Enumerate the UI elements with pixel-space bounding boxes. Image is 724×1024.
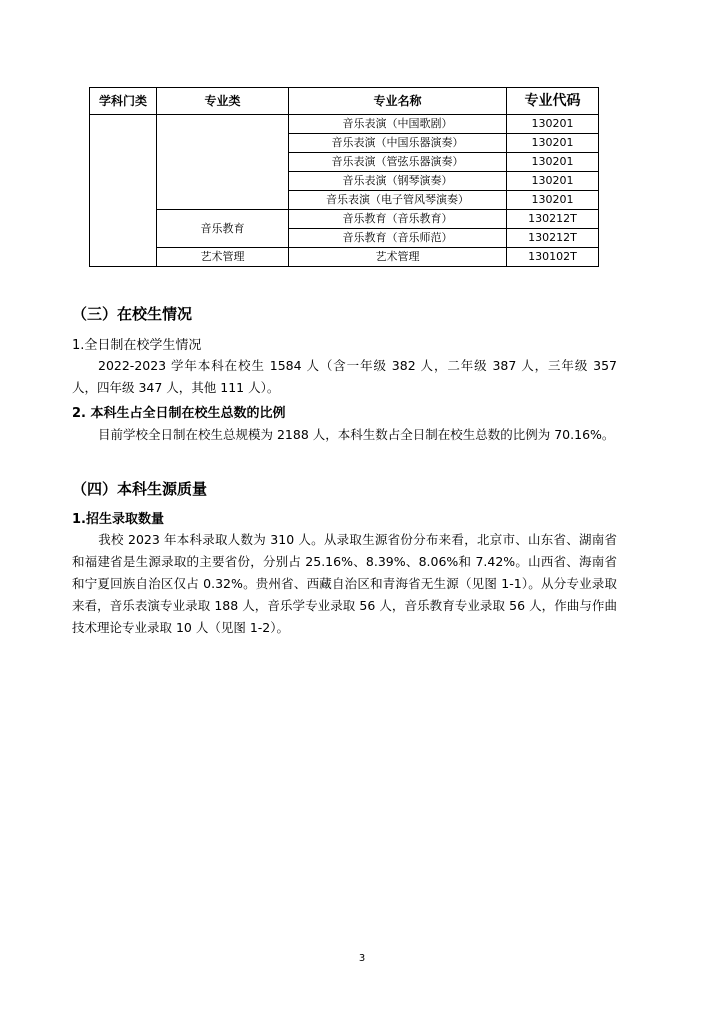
major-code-cell: 130201 (507, 115, 599, 134)
class-cell-arts-management: 艺术管理 (157, 248, 289, 267)
header-category: 学科门类 (90, 88, 157, 115)
major-name-cell: 音乐表演（钢琴演奏） (289, 172, 507, 191)
paragraph-full-time-students (72, 355, 617, 399)
major-name-cell: 音乐表演（中国歌剧） (289, 115, 507, 134)
subheading-admission-numbers: 1.招生录取数量 (72, 512, 164, 527)
table-row (90, 248, 599, 267)
class-cell-music-education: 音乐教育 (157, 210, 289, 248)
major-name-cell: 音乐表演（中国乐器演奏） (289, 134, 507, 153)
major-name-cell: 音乐表演（电子管风琴演奏） (289, 191, 507, 210)
table-row (90, 115, 599, 134)
major-code-cell: 130201 (507, 172, 599, 191)
major-code-cell: 130201 (507, 153, 599, 172)
table-header-row (90, 88, 599, 115)
header-major-class: 专业类 (157, 88, 289, 115)
major-code-cell: 130212T (507, 229, 599, 248)
major-name-cell: 音乐教育（音乐师范） (289, 229, 507, 248)
class-cell-performance (157, 115, 289, 210)
header-major-code: 专业代码 (507, 88, 599, 115)
paragraph-admission-numbers (72, 529, 617, 639)
majors-table (89, 87, 599, 267)
paragraph-admission-numbers-text: 我校 2023 年本科录取人数为 310 人。从录取生源省份分布来看，北京市、山东省、湖南省和福建省是生源录取的主要省份，分别占 25.16%、8.39%、8.06%和 7.42%。山西省、海南省和宁夏回族自治区仅占 0.32%。贵州省、西藏自治区和青海省无生源（见图 1-1）。从分专业录取来看，音乐表演专业录取 188 人，音乐学专业录取 56 人，音乐教育专业录取 56 人，作曲与作曲技术理论专业录取 10 人（见图 1-2）。 (72, 532, 617, 635)
table-row (90, 210, 599, 229)
major-code-cell: 130102T (507, 248, 599, 267)
major-name-cell: 艺术管理 (289, 248, 507, 267)
major-code-cell: 130212T (507, 210, 599, 229)
page-number: 3 (358, 953, 366, 964)
subheading-full-time-students: 1.全日制在校学生情况 (72, 338, 202, 353)
section-heading-enrolled-students: （三）在校生情况 (72, 305, 193, 323)
paragraph-full-time-students-text: 2022-2023 学年本科在校生 1584 人（含一年级 382 人，二年级 387 人，三年级 357 人，四年级 347 人，其他 111 人）。 (72, 358, 617, 395)
paragraph-undergrad-ratio (72, 424, 617, 446)
header-major-name: 专业名称 (289, 88, 507, 115)
major-code-cell: 130201 (507, 134, 599, 153)
major-name-cell: 音乐教育（音乐教育） (289, 210, 507, 229)
subheading-undergrad-ratio: 2. 本科生占全日制在校生总数的比例 (72, 406, 286, 421)
paragraph-undergrad-ratio-text: 目前学校全日制在校生总规模为 2188 人，本科生数占全日制在校生总数的比例为 70.16%。 (98, 427, 615, 442)
category-cell (90, 115, 157, 267)
major-code-cell: 130201 (507, 191, 599, 210)
section-heading-source-quality: （四）本科生源质量 (72, 480, 208, 498)
major-name-cell: 音乐表演（管弦乐器演奏） (289, 153, 507, 172)
